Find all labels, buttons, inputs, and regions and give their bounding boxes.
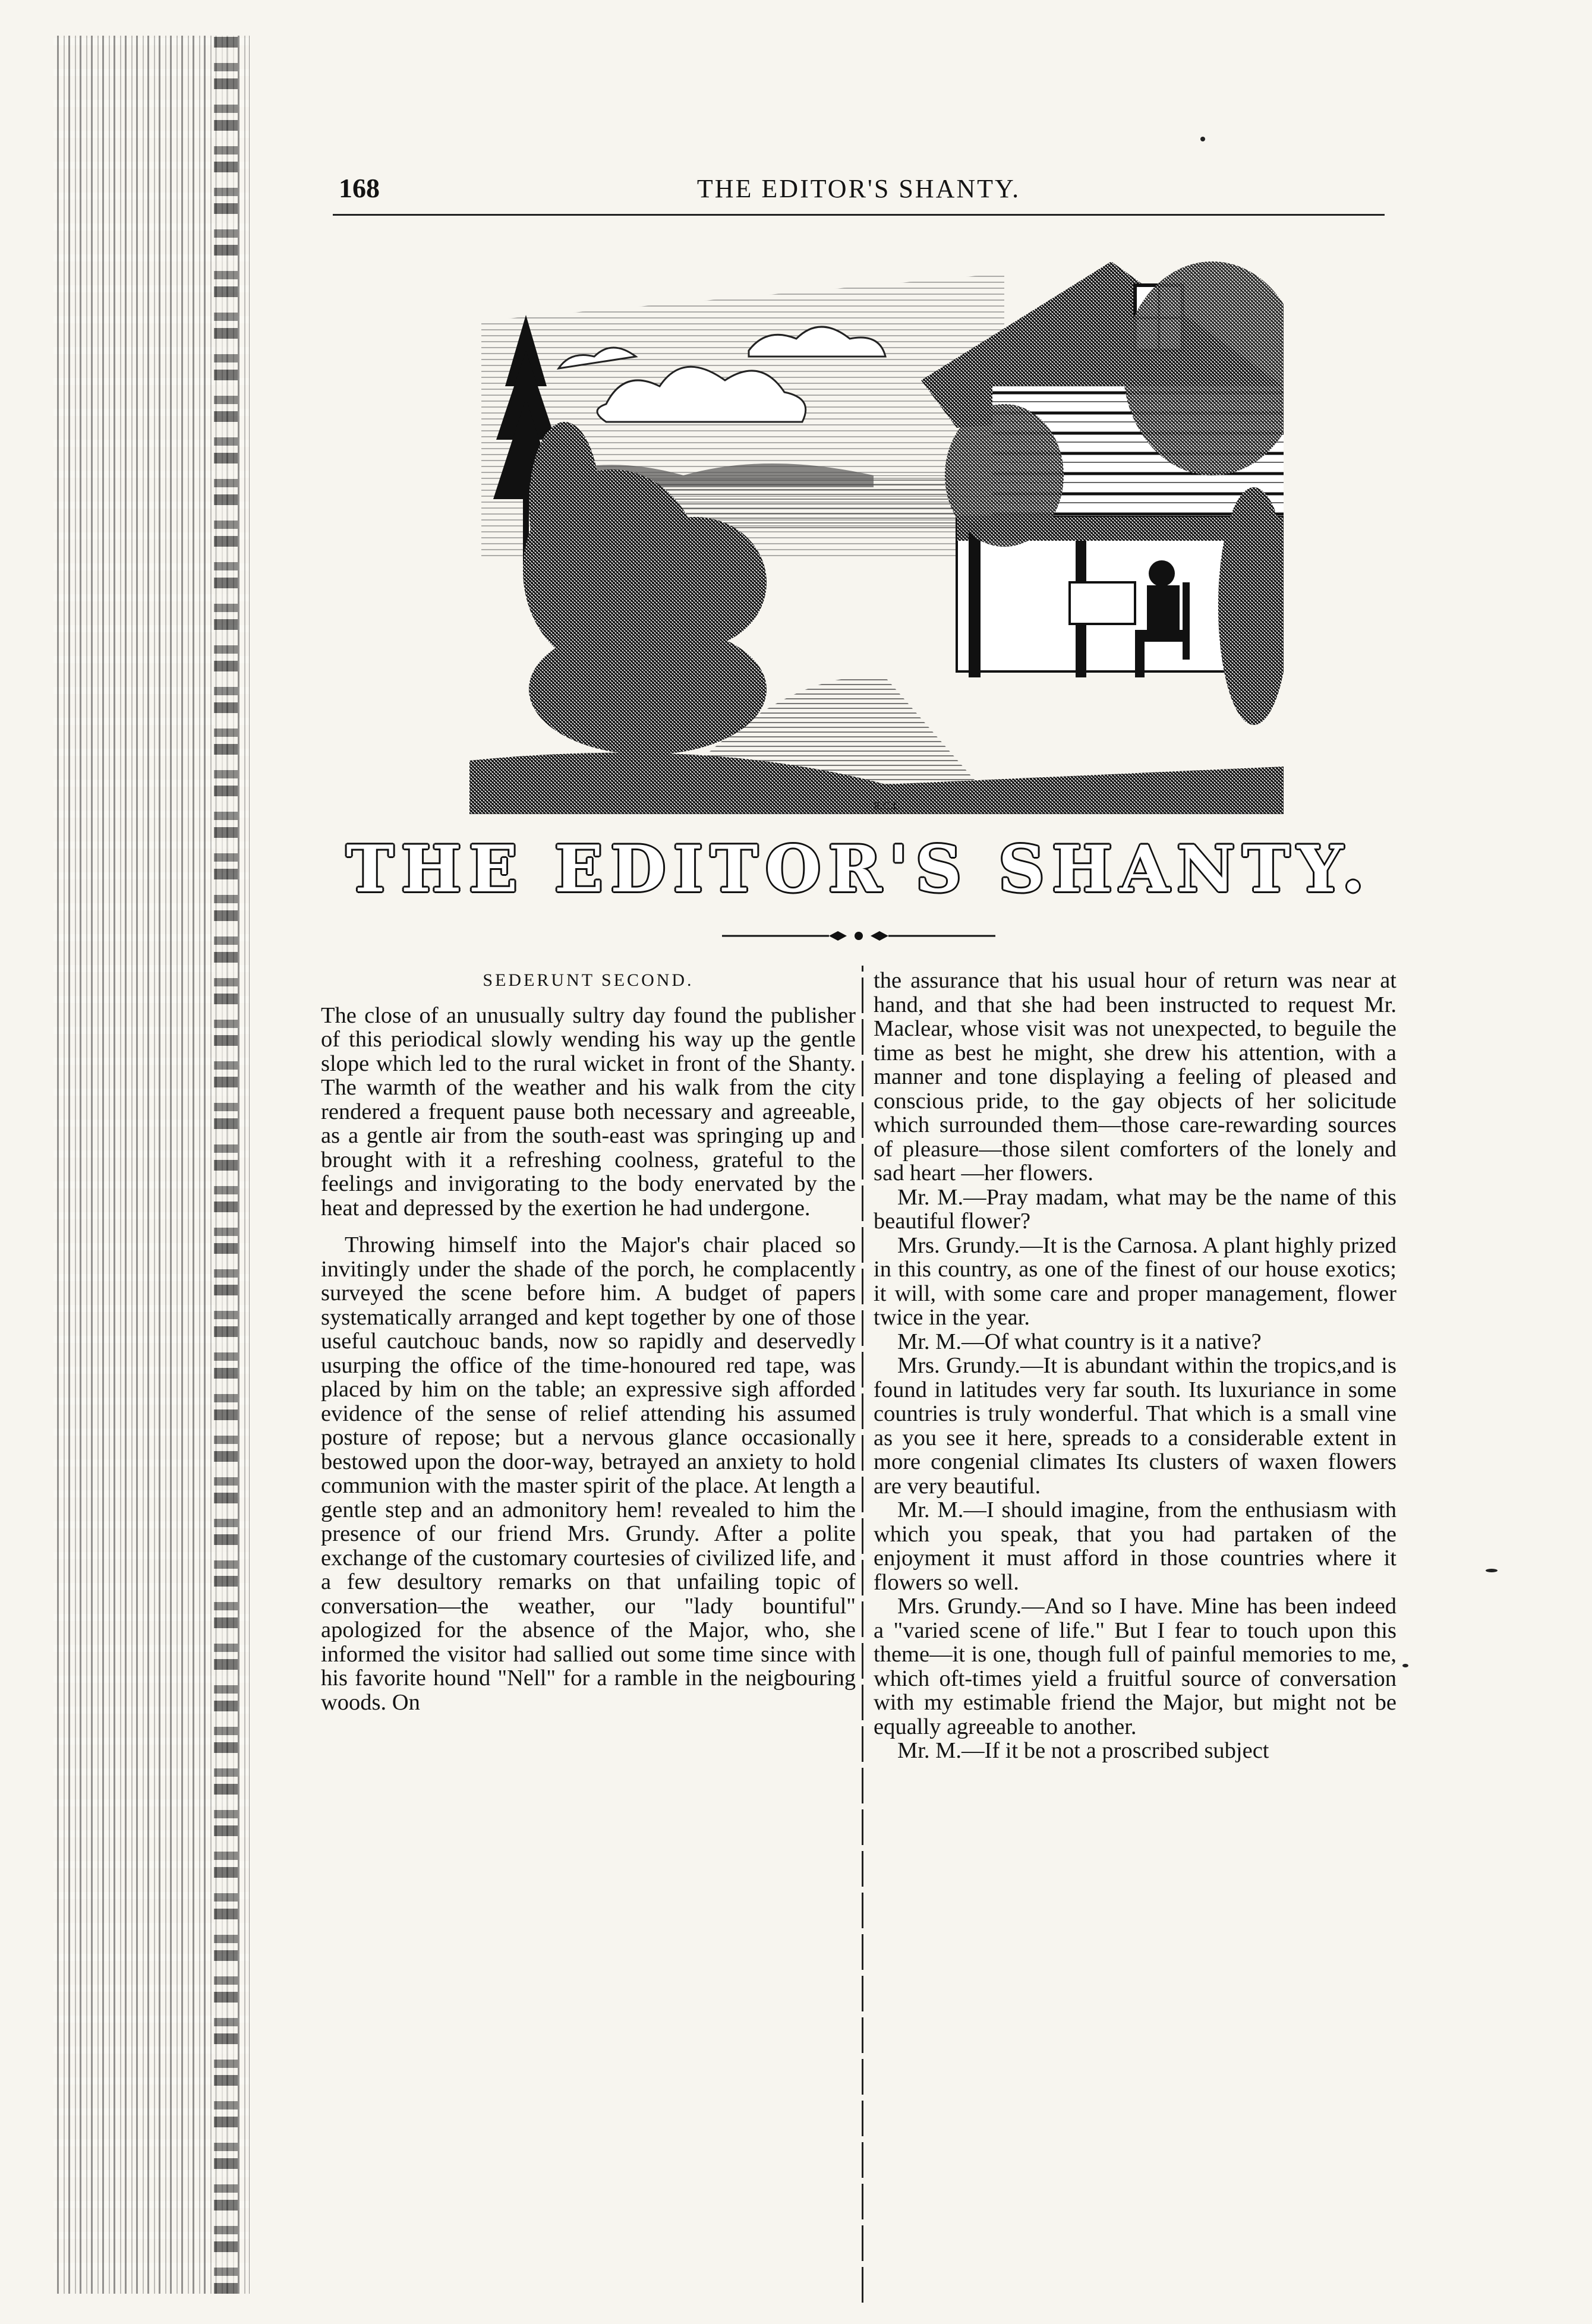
- dialogue-line: Mr. M.—Pray madam, what may be the name of this beautiful flower?: [874, 1184, 1396, 1234]
- paragraph: the assurance that his usual hour of return was near at hand, and that she had been instructed to request Mr. Maclear, whose visit was not unexpected, to beguile the time as best he might, she drew his attention, with a manner and tone displaying a feeling of pleased and conscious pride, to the gay objects of her solicitude which surrounded them—those care-rewarding sources of pleasure—those silent comforters of the lonely and sad heart —her flowers.: [874, 968, 1396, 1185]
- dialogue-line: Mr. M.—Of what country is it a native?: [897, 1329, 1262, 1354]
- binding-edge: [214, 36, 238, 2294]
- dialogue-line: Mrs. Grundy.—And so I have. Mine has been indeed a "varied scene of life." But I fear to touch upon this theme—it is one, though full of painful memories to me, which oft-times yield a fruitful source of conversation with my estimable friend the Major, but might not be equally agreeable to another.: [874, 1594, 1396, 1739]
- dialogue-line: Mr. M.—I should imagine, from the enthusiasm with which you speak, that you had partaken of the enjoyment it must afford in those countries where it flowers so well.: [874, 1497, 1396, 1595]
- paragraph: Throwing himself into the Major's chair placed so invitingly under the shade of the porch, he complacently surveyed the scene before him. A budget of papers systematically arranged and kept together by one of those useful cautchouc bands, now so rapidly and deservedly usurping the office of the time-honoured red tape, was placed by him on the table; an expressive sigh afforded evidence of the sense of relief attending his assumed posture of repose; but a nervous glance occasionally bestowed upon the door-way, betrayed an anxiety to hold communion with the master spirit of the place. At length a gentle step and an admonitory hem! revealed to him the presence of our friend Mrs. Grundy. After a polite exchange of the customary courtesies of civilized life, and a few desultory remarks on that unfailing topic of conversation—the weather, our "lady bountiful" apologized for the absence of the Major, who, she informed the visitor had sallied out some time since with his favorite hound "Nell" for a ramble in the neigbouring woods. On: [321, 1232, 856, 1715]
- dialogue-line: Mr. M.—If it be not a proscribed subject: [897, 1738, 1269, 1763]
- page-header: [333, 166, 1385, 216]
- section-heading: SEDERUNT SECOND.: [483, 970, 694, 990]
- column-rule: [862, 966, 863, 2303]
- page-number: 168: [339, 173, 380, 203]
- ink-speck: [1200, 137, 1205, 141]
- paragraph: The close of an unusually sultry day found the publisher of this periodical slowly wending his way up the gentle slope which led to the rural wicket in front of the Shanty. The warmth of the weather and his walk from the city rendered a frequent pause both necessary and agreeable, as a gentle air from the south-east was springing up and brought with it a refreshing coolness, grateful to the feelings and invigorating to the body enervated by the heat and depressed by the exertion he had undergone.: [321, 1002, 856, 1221]
- title-ornament: [710, 927, 1007, 945]
- dialogue-line: Mrs. Grundy.—It is abundant within the tropics,and is found in latitudes very far south. Its luxuriance in some countries is truly wonderful. That which is a small vine as you see it here, spreads to a considerable extent in more congenial climates Its clusters of waxen flowers are very beautiful.: [874, 1353, 1396, 1499]
- engraver-signature: E.C.L.: [874, 800, 902, 812]
- left-column: [321, 969, 856, 1714]
- porch-table: [1070, 582, 1135, 624]
- right-column: [874, 969, 1396, 1763]
- ink-speck: [1402, 1664, 1408, 1667]
- ink-speck: [1486, 1569, 1498, 1572]
- article-title: THE EDITOR'S SHANTY.: [346, 832, 1372, 907]
- shanty-engraving: [469, 250, 1284, 814]
- dialogue-line: Mrs. Grundy.—It is the Carnosa. A plant highly prized in this country, as one of the finest of our house exotics; it will, with some care and proper management, flower twice in the year.: [874, 1232, 1396, 1330]
- running-head: THE EDITOR'S SHANTY.: [696, 174, 1021, 203]
